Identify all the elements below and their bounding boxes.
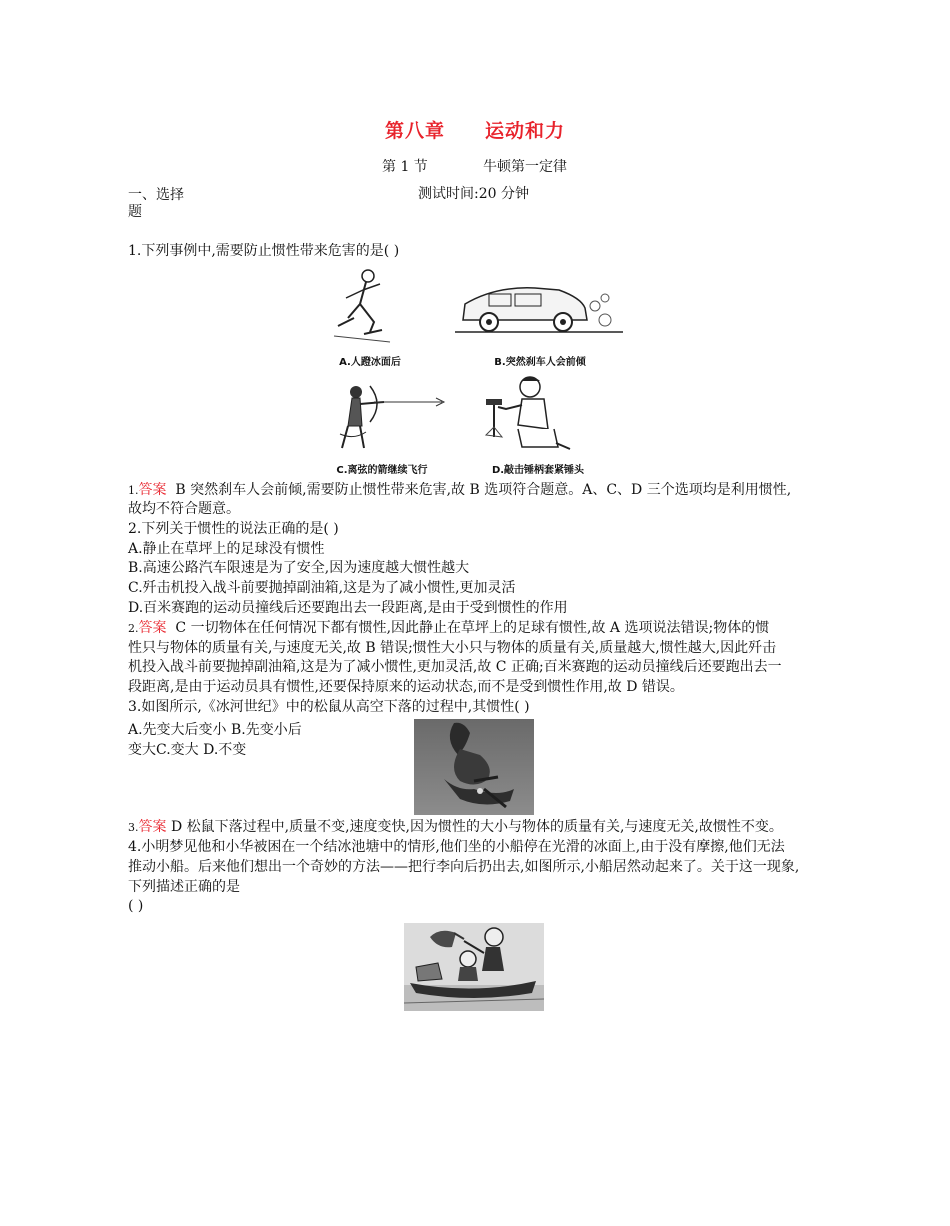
q3-stem: 3.如图所示,《冰河世纪》中的松鼠从高空下落的过程中,其惯性( ) (128, 699, 530, 715)
q3-answer-line (128, 818, 828, 837)
q3-options-line1: A.先变大后变小 B.先变小后 (128, 722, 302, 738)
q4-stem-line1: 4.小明梦见他和小华被困在一个结冰池塘中的情形,他们坐的小船停在光滑的冰面上,由于没有摩擦,他们无法 (128, 839, 785, 855)
q2-option-c: C.歼击机投入战斗前要抛掉副油箱,这是为了减小惯性,更加灵活 (128, 580, 516, 596)
section-title: 牛顿第一定律 (483, 159, 567, 175)
q3-answer-text: D 松鼠下落过程中,质量不变,速度变快,因为惯性的大小与物体的质量有关,与速度无关,故惯性不变。 (170, 819, 783, 835)
q2-answer-number: 2. (128, 622, 139, 635)
q2-answer-line1 (128, 619, 828, 638)
section-number: 第 1 节 (382, 159, 428, 175)
chapter-number: 第八章 (384, 120, 445, 142)
q2-option-d: D.百米赛跑的运动员撞线后还要跑出去一段距离,是由于受到惯性的作用 (128, 600, 568, 616)
q4-stem-line3: 下列描述正确的是 (128, 879, 240, 895)
archer-figure (330, 382, 450, 454)
q2-option-a: A.静止在草坪上的足球没有惯性 (128, 541, 325, 557)
q4-stem-line4: ( ) (128, 898, 144, 914)
chapter-title (0, 116, 950, 143)
q2-answer-text2: 性只与物体的质量有关,与速度无关,故 B 错误;惯性大小只与物体的质量有关,质量越大,惯性越大,因此歼击 (128, 640, 777, 656)
q1-answer-text2: 故均不符合题意。 (128, 501, 240, 517)
q1-answer-line1 (128, 481, 828, 500)
q2-answer-text4: 段距离,是由于运动员具有惯性,还要保持原来的运动状态,而不是受到惯性作用,故 D 错误。 (128, 679, 684, 695)
q2-answer-text3: 机投入战斗前要抛掉副油箱,这是为了减小惯性,更加灵活,故 C 正确;百米赛跑的运动员撞线后还要跑出去一 (128, 659, 782, 675)
q2-option-b: B.高速公路汽车限速是为了安全,因为速度越大惯性越大 (128, 560, 470, 576)
hammer-figure (478, 373, 578, 457)
boat-figure (404, 923, 544, 1011)
q1-caption-b: B.突然刹车人会前倾 (494, 357, 586, 368)
q2-stem: 2.下列关于惯性的说法正确的是( ) (128, 521, 339, 537)
squirrel-figure (414, 719, 534, 815)
part-heading-line2: 题 (128, 204, 142, 220)
q1-caption-d: D.敲击锤柄套紧锤头 (491, 465, 585, 476)
q1-answer-number: 1. (128, 484, 139, 497)
skater-figure (330, 266, 400, 346)
q3-answer-label: 答案 (138, 819, 167, 835)
q1-caption-a: A.人蹬冰面后 (339, 357, 401, 368)
q1-answer-label: 答案 (138, 482, 167, 498)
test-time: 测试时间:20 分钟 (418, 186, 529, 202)
car-figure (455, 280, 625, 338)
chapter-name: 运动和力 (485, 120, 566, 142)
q4-stem-line2: 推动小船。后来他们想出一个奇妙的方法——把行李向后扔出去,如图所示,小船居然动起来了。关于这一现象, (128, 859, 800, 875)
q3-options-line2: 变大C.变大 D.不变 (128, 742, 247, 758)
part-heading-line1: 一、选择 (128, 187, 184, 203)
q2-answer-text1: C 一切物体在任何情况下都有惯性,因此静止在草坪上的足球有惯性,故 A 选项说法错误;物体的惯 (175, 620, 770, 636)
q2-answer-label: 答案 (138, 620, 167, 636)
q1-caption-c: C.离弦的箭继续飞行 (336, 465, 428, 476)
q1-stem: 1.下列事例中,需要防止惯性带来危害的是( ) (128, 243, 400, 259)
q3-answer-number: 3. (128, 821, 139, 834)
q1-answer-text1: B 突然刹车人会前倾,需要防止惯性带来危害,故 B 选项符合题意。A、C、D 三个选项均是利用惯性, (175, 482, 792, 498)
